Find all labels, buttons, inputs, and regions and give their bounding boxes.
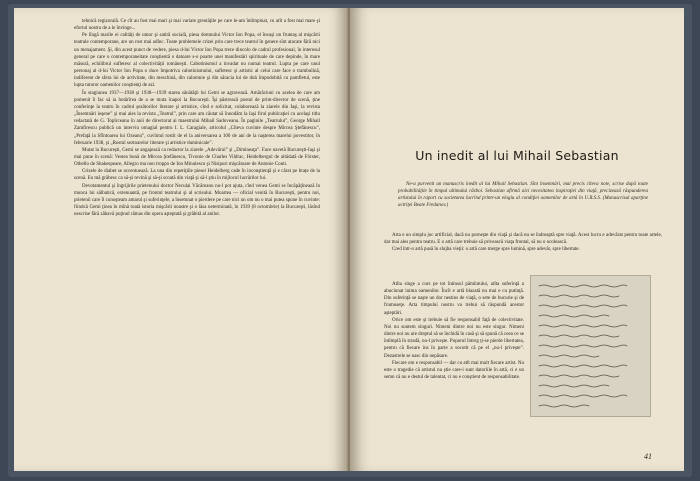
article-intro: Ne-a parvenit un manuscris inedit al lui Mihail Sebastian. Sînt însemnări, mai precis cîteva note, scrise după toate probabilităţile în timpul ultimului război. Sebastian afirmă aici necesitatea inspiraţiei din viaţă, precizează răspunderea artistului în raport cu societatea lucrînd printr-un elogiu al condiţiei oamenilor de artă în U.R.S.S. (Manuscrisul aparţine actriţei Beate Fredanov.) bbox=[398, 182, 648, 209]
handwriting-lines bbox=[531, 276, 650, 416]
body-paragraph: Arta e un simplu joc artificial, dacă nu porneşte din viaţă şi dacă nu se îndreaptă spre viaţă. Acest lucru e adevărat pentru toate artele, dar mai ales pentru teatru. E o artă care trebuie să privească viaţa frontal, să nu o ocolească. bbox=[384, 233, 662, 246]
manuscript-facsimile-image bbox=[530, 275, 651, 417]
body-paragraph: Cred într-o artă pusă în slujba vieţii: o artă care merge spre lumină, spre adevăr, spre libertate. bbox=[392, 247, 580, 253]
page-number: 41 bbox=[644, 452, 652, 461]
left-paragraph: Devotamentul şi îngrijirile prietenului doctor Neculai Văcăreanu nu-l pot ajuta, cînd venea Gemi se încăpăţînează în munca lui sălbatică, extenuantă, pe frontul teatrului şi al scrisului. Moartea — oficial venită în Bucureşti, pentru noi, prietenii care îl cunoşteam amarul şi suferinţele, a însemnat o pierdere pe care nici un om nu o mai putea spune în cuvinte: fiindcă Gemi ţinea în mînă toată istoria mişcării noastre şi o lăsa neterminată, în 1939 (8 octombrie) la Bucureşti, lăsînd nescrise fără zăbavă puţinul rămas din opera aşteptată şi grăbită al anilor. bbox=[74, 183, 320, 218]
left-page bbox=[14, 8, 348, 471]
body-paragraph: Fiecare om e responsabil — dar cu atît mai mult fiecare artist. Nu este o tragedie că artistul nu ştie care-i sunt datoriile în artă, ci e un semn că nu e destul de talentat, ci nu e conştient de responsabilitate. bbox=[384, 360, 524, 381]
article-body-top bbox=[384, 232, 662, 253]
left-paragraph: Pe lîngă marile ei calităţi de umor şi satiră socială, piesa domnului Victor Ion Popa, el însuşi un fruntaş al mişcării teatrale contemporane, are un rost mai adînc. Toate problemele crizei prin care trece teatrul în genere sînt atacate fără nici un menajament. Şi, din acest punct de vedere, piesa d-lui Victor Ion Popa trece dincolo de cadrul profesional, în interesul general pe care o contemporaneitate conştientă o datoare s-o poarte unei manifestări spirituale de care depinde, în mare măsură, echilibrul sufletesc al colectivităţii româneşti. Cabotinismul a invadat nu numai teatrul. Lupta pe care unul personaj al d-lui Victor Ion Popa o duce împotriva cabotinismului, sufletesc şi artistic al celui care face o trambulină, indiferent de sfera lui de activitate, din meschină, din calomnie şi din săracia lui de duh împodobită cu pamfletul, este lupta tuturor oamenilor conştienţi de azi. bbox=[74, 33, 320, 89]
left-paragraph: Mutat la Bucureşti, Gemi se angajează ca redactor la ziarele „Adevărul” şi „Dimineaţa”. Face navetă Bucureşti-Iaşi şi mai pune în scenă: Vestea bună de Mircea Ştefănescu, Tivonie de Charles Vildrac, Heidelbergul de altădată de Förster, Othello de Shakespeare, Allegro ma non troppo de Ion Minulescu şi Nisipuri mişcătoare de Antonie Conti. bbox=[74, 147, 320, 168]
body-paragraph: Atîta singe a curs pe tot întinsul pămîntului, atîta suferinţă a abuciunat inima oamenilor. Încît e artă blazată nu mai e cu putinţă. Din suferinţă se naşte un dor nestins de viaţă, o sete de bucurie şi de frumuseţe. Arta timpului nostru va trebui să răspundă acestor aşteptări. bbox=[384, 282, 524, 316]
body-paragraph: Orice om este şi trebuie să fie responsabil faţă de colectivitate. Noi nu suntem singuri. Nimeni dintre noi nu este singur. Nimeni dintre noi nu are dreptul să se închidă în casă şi să spună că ceea ce se întîmplă în stradă, nu-l priveşte. Poporul întreg ţi-se pierde libertatea, pentru că fiecare ins în parte a socotit că pe el „nu-l priveşte”. Dezastrele se nasc din nepăsare. bbox=[384, 317, 524, 359]
article-body-column bbox=[384, 281, 524, 381]
left-paragraph: tehnică regizorală. Ce cît au fost mai mari şi mai variate greutăţile pe care le-am întîmpinat, cu atît a fost mai mare şi efortul nostru de a le învinge... bbox=[74, 19, 320, 32]
left-paragraph: În stagiunea 1937—1938 şi 1938—1939 starea sănătăţii lui Gemi se agravează. Amărăciuni cu acelea de care am pomenit îi fac să ia hotărîrea de a se muta înapoi la Bucureşti. Îşi păstrează postul de prim-director de scenă, ţine conferinţe la teatru în cadrul şezătorilor literare şi artistice, cînd e solicitat, colaborează la ziarele din Iaşi, la revista „Însemnări ieşene” şi mai ales la revista „Teatrul”, prin care am căutat să înnodăm la Iaşi firul publicaţiei cu acelaşi titlu redactată de G. Topîrceanu în anii de directorat ai maestrului Mihail Sadoveanu. În paginile „Teatrului”, George Mihail Zamfirescu publică un interviu omagial pentru I. L. Caragiale, articolul „Cîteva cuvinte despre Mircea Ştefănescu”, „Prefaţă la Sfîntoarea lui Ozeanu”, cuvîntul rostit de el la aniversarea a 100 de ani de la naşterea marelui povestitor, în februarie 1938, şi „Rostul seztoarelor literare şi artistice duminicale”. bbox=[74, 90, 320, 146]
left-page-text bbox=[74, 18, 320, 218]
article-title: Un inedit al lui Mihail Sebastian bbox=[415, 148, 619, 163]
left-paragraph: Crizele de diabet se accentuează. La una din repetiţiile piesei Heidelberg cade în inconştienţă şi e cărat pe brațe de la scenă. Eu mă grăbesc ca să-şi revină şi să-şi scoată din viaţă şi să-l ştiu în mijlocul lucrărilor lui. bbox=[74, 169, 320, 182]
